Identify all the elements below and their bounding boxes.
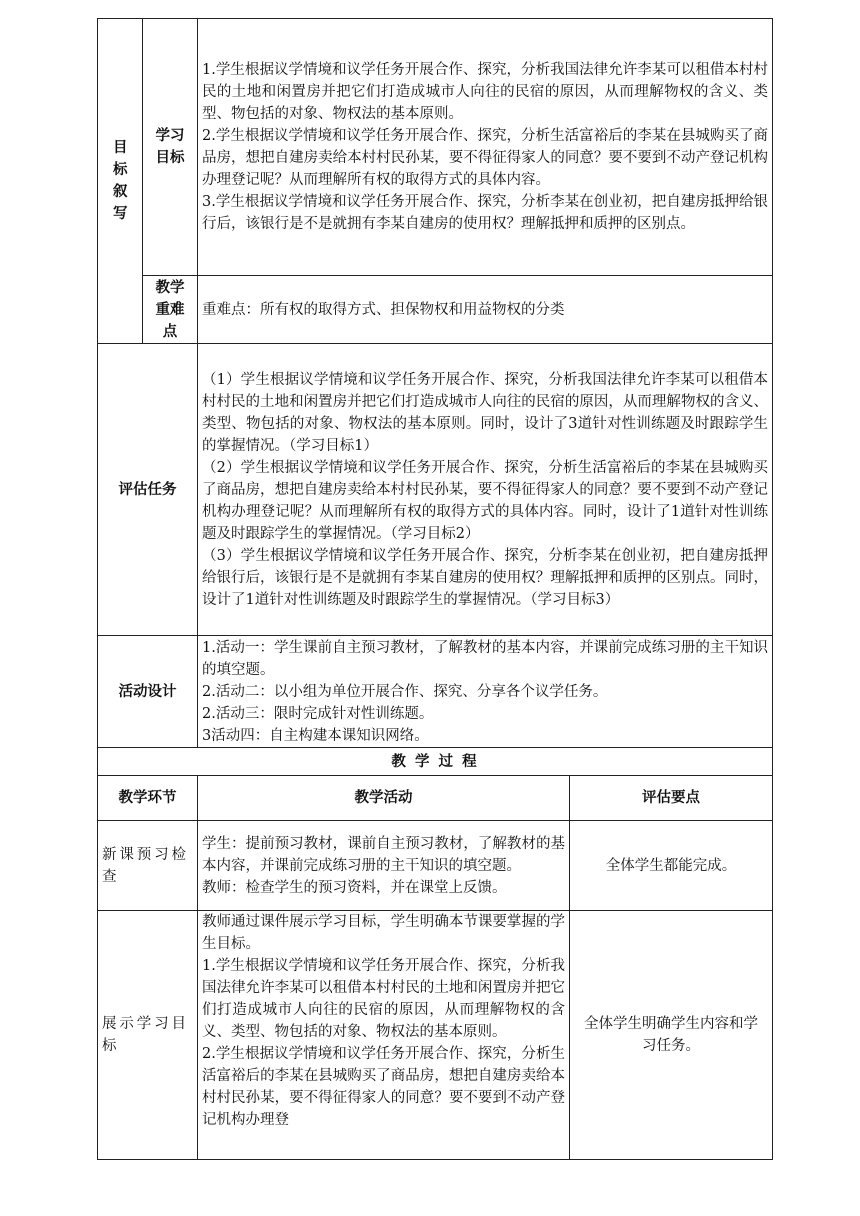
key-points-text: 重难点：所有权的取得方式、担保物权和用益物权的分类 bbox=[202, 301, 565, 318]
study-goal-item: 1.学生根据议学情境和议学任务开展合作、探究，分析我国法律允许李某可以租借本村村民的土地和闲置房并把它们打造成城市人向往的民宿的原因，从而理解物权的含义、类型、物包括的对象、物权法的基本原则。 bbox=[202, 62, 769, 122]
process-stage: 新课预习检查 bbox=[102, 846, 186, 885]
lesson-plan-table bbox=[97, 18, 773, 1160]
study-goals-label: 学习目标 bbox=[155, 128, 185, 166]
activities-label: 活动设计 bbox=[98, 636, 198, 748]
activity-item: 2.活动三：限时完成针对性训练题。 bbox=[202, 705, 434, 722]
goals-section-cell bbox=[98, 19, 143, 344]
study-goals-label-cell bbox=[143, 19, 198, 276]
process-activity-cell bbox=[198, 911, 570, 1160]
activity-item: 3活动四：自主构建本课知识网络。 bbox=[202, 727, 429, 744]
evaluation-content bbox=[198, 344, 773, 636]
column-header-activity: 教学活动 bbox=[198, 776, 570, 821]
process-stage-cell bbox=[98, 821, 198, 911]
process-header-row bbox=[98, 776, 773, 821]
activities-content bbox=[198, 636, 773, 748]
process-stage-cell bbox=[98, 911, 198, 1160]
process-activity-line: 教师：检查学生的预习资料，并在课堂上反馈。 bbox=[202, 879, 507, 896]
process-evaluation: 全体学生明确学生内容和学习任务。 bbox=[584, 1016, 758, 1054]
process-evaluation-cell bbox=[570, 911, 773, 1160]
activity-item: 2.活动二：以小组为单位开展合作、探究、分享各个议学任务。 bbox=[202, 683, 608, 700]
process-stage: 展示学习目标 bbox=[102, 1016, 186, 1054]
key-points-content bbox=[198, 276, 773, 344]
process-activity-line: 2.学生根据议学情境和议学任务开展合作、探究，分析生活富裕后的李某在县城购买了商品房，想把自建房卖给本村村民孙某，要不得征得家人的同意？要不要到不动产登记机构办理登 bbox=[202, 1046, 565, 1128]
study-goals-content bbox=[198, 19, 773, 276]
evaluation-item: （2）学生根据议学情境和议学任务开展合作、探究，分析生活富裕后的李某在县城购买了商品房，想把自建房卖给本村村民孙某，要不得征得家人的同意？要不要到不动产登记机构办理登记呢？从而理解所有权的取得方式的具体内容。同时，设计了1道针对性训练题及时跟踪学生的掌握情况。（学习目标2） bbox=[202, 459, 769, 542]
study-goal-item: 2.学生根据议学情境和议学任务开展合作、探究，分析生活富裕后的李某在县城购买了商品房，想把自建房卖给本村村民孙某，要不得征得家人的同意？要不要到不动产登记机构办理登记呢？从而理解所有权的取得方式的具体内容。 bbox=[202, 128, 769, 188]
process-activity-line: 1.学生根据议学情境和议学任务开展合作、探究，分析我国法律允许李某可以租借本村村民的土地和闲置房并把它们打造成城市人向往的民宿的原因，从而理解物权的含义、类型、物包括的对象、物权法的基本原则。 bbox=[202, 958, 565, 1040]
process-activity-line: 教师通过课件展示学习目标，学生明确本节课要掌握的学生目标。 bbox=[202, 914, 565, 952]
process-activity-cell bbox=[198, 821, 570, 911]
column-header-stage: 教学环节 bbox=[98, 776, 198, 821]
process-row bbox=[98, 911, 773, 1160]
evaluation-label: 评估任务 bbox=[98, 344, 198, 636]
activities-row bbox=[98, 636, 773, 748]
study-goals-row bbox=[98, 19, 773, 276]
column-header-evaluation: 评估要点 bbox=[570, 776, 773, 821]
key-points-label-cell bbox=[143, 276, 198, 344]
process-evaluation: 全体学生都能完成。 bbox=[605, 857, 737, 874]
process-activity-line: 学生：提前预习教材，课前自主预习教材，了解教材的基本内容，并课前完成练习册的主干知识的填空题。 bbox=[202, 835, 565, 874]
evaluation-item: （3）学生根据议学情境和议学任务开展合作、探究，分析李某在创业初，把自建房抵押给银行后，该银行是不是就拥有李某自建房的使用权？理解抵押和质押的区别点。同时，设计了1道针对性训练题及时跟踪学生的掌握情况。（学习目标3） bbox=[202, 547, 769, 608]
process-row bbox=[98, 821, 773, 911]
evaluation-row bbox=[98, 344, 773, 636]
evaluation-item: （1）学生根据议学情境和议学任务开展合作、探究，分析我国法律允许李某可以租借本村村民的土地和闲置房并把它们打造成城市人向往的民宿的原因，从而理解物权的含义、类型、物包括的对象、物权法的基本原则。同时，设计了3道针对性训练题及时跟踪学生的掌握情况。（学习目标1） bbox=[202, 371, 769, 454]
lesson-plan-page bbox=[97, 18, 772, 1160]
process-evaluation-cell bbox=[570, 821, 773, 911]
process-title: 教 学 过 程 bbox=[98, 748, 773, 776]
activity-item: 1.活动一：学生课前自主预习教材，了解教材的基本内容，并课前完成练习册的主干知识的填空题。 bbox=[202, 639, 769, 678]
study-goal-item: 3.学生根据议学情境和议学任务开展合作、探究，分析李某在创业初，把自建房抵押给银行后，该银行是不是就拥有李某自建房的使用权？理解抵押和质押的区别点。 bbox=[202, 194, 769, 232]
key-points-label: 教学重难点 bbox=[155, 279, 185, 340]
goals-section-label: 目标叙写 bbox=[113, 140, 128, 222]
key-points-row bbox=[98, 276, 773, 344]
process-title-row bbox=[98, 748, 773, 776]
